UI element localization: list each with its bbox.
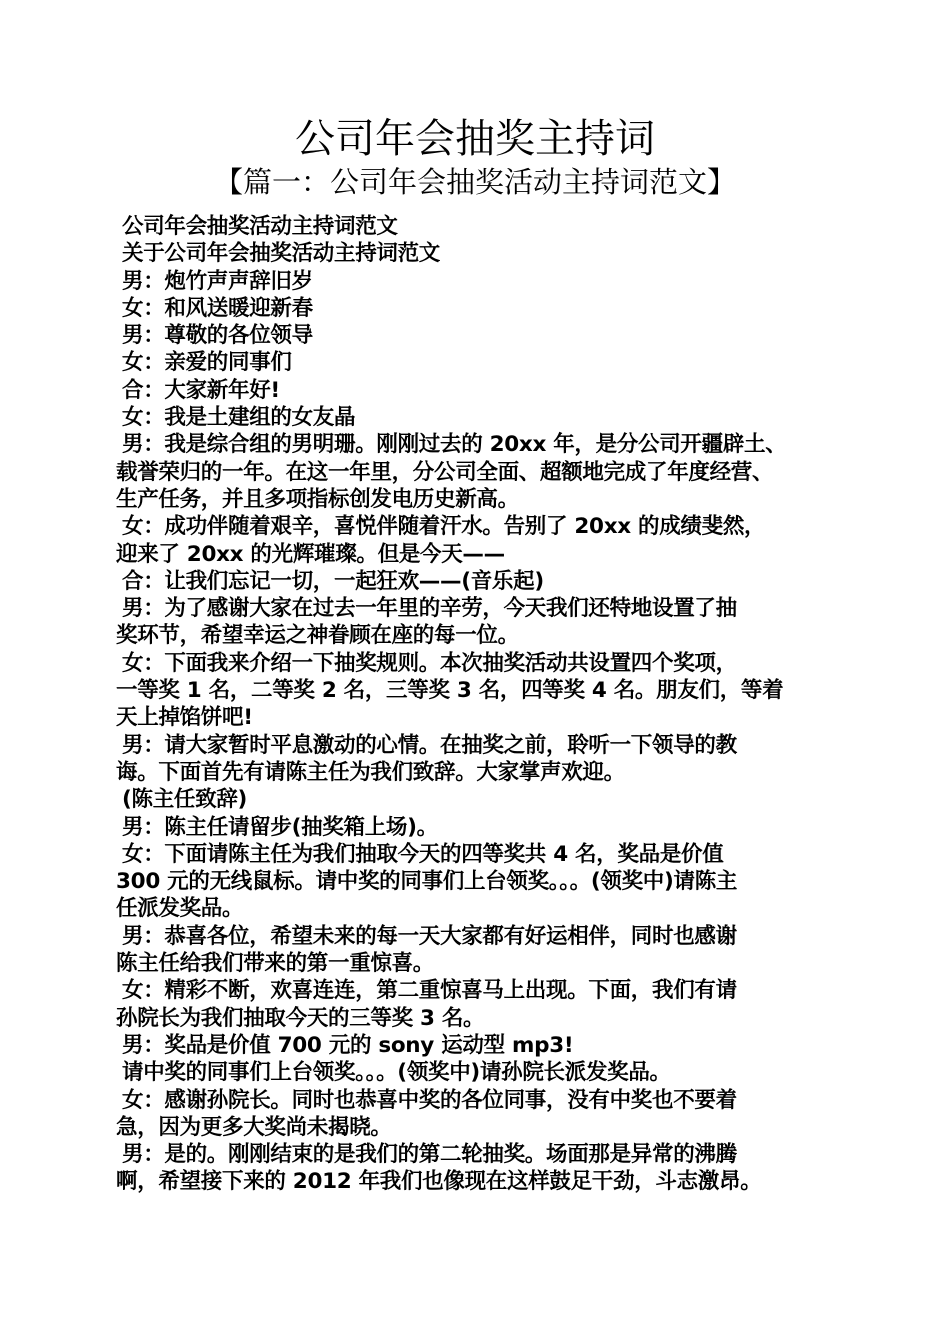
text-line: 合：大家新年好!	[122, 377, 280, 403]
text-line: 请中奖的同事们上台领奖。。。(领奖中)请孙院长派发奖品。	[122, 1060, 671, 1086]
text-line: 女：下面我来介绍一下抽奖规则。本次抽奖活动共设置四个奖项，	[122, 650, 737, 676]
text-line: 女：和风送暖迎新春	[122, 295, 313, 321]
text-line: 迎来了 20xx 的光辉璀璨。但是今天——	[116, 541, 505, 567]
text-line: 诲。下面首先有请陈主任为我们致辞。大家掌声欢迎。	[116, 759, 625, 785]
text-line: 急，因为更多大奖尚未揭晓。	[116, 1114, 392, 1140]
text-line: 300 元的无线鼠标。请中奖的同事们上台领奖。。。(领奖中)请陈主	[116, 869, 738, 895]
text-line: 女：亲爱的同事们	[122, 350, 292, 376]
text-line: 女：成功伴随着艰辛，喜悦伴随着汗水。告别了 20xx 的成绩斐然，	[122, 514, 766, 540]
text-line: 女：下面请陈主任为我们抽取今天的四等奖共 4 名，奖品是价值	[122, 841, 724, 867]
text-line: 一等奖 1 名，二等奖 2 名，三等奖 3 名，四等奖 4 名。朋友们，等着	[116, 678, 784, 704]
text-line: 男：尊敬的各位领导	[122, 323, 313, 349]
text-line: 男：请大家暂时平息激动的心情。在抽奖之前，聆听一下领导的教	[122, 732, 737, 758]
text-line: 女：精彩不断，欢喜连连，第二重惊喜马上出现。下面，我们有请	[122, 978, 737, 1004]
text-line: (陈主任致辞)	[122, 787, 248, 813]
document-subtitle: 【篇一：公司年会抽奖活动主持词范文】	[213, 165, 736, 199]
text-line: 女：我是土建组的女友晶	[122, 405, 356, 431]
text-line: 男：为了感谢大家在过去一年里的辛劳，今天我们还特地设置了抽	[122, 596, 737, 622]
document-body	[116, 213, 852, 1196]
text-line: 男：我是综合组的男明珊。刚刚过去的 20xx 年，是分公司开疆辟土、	[122, 432, 787, 458]
text-line: 合：让我们忘记一切，一起狂欢——(音乐起)	[122, 568, 544, 594]
text-line: 生产任务，并且多项指标创发电历史新高。	[116, 486, 519, 512]
text-line: 男：奖品是价值 700 元的 sony 运动型 mp3!	[122, 1032, 574, 1058]
text-line: 奖环节，希望幸运之神眷顾在座的每一位。	[116, 623, 519, 649]
text-line: 公司年会抽奖活动主持词范文	[122, 214, 398, 239]
text-line: 啊，希望接下来的 2012 年我们也像现在这样鼓足干劲，斗志激昂。	[116, 1169, 762, 1195]
text-line: 男：陈主任请留步(抽奖箱上场)。	[122, 814, 438, 840]
text-line: 陈主任给我们带来的第一重惊喜。	[116, 951, 435, 977]
text-line: 男：恭喜各位，希望未来的每一天大家都有好运相伴，同时也感谢	[122, 923, 737, 949]
text-line: 任派发奖品。	[116, 896, 244, 922]
text-line: 天上掉馅饼吧!	[116, 705, 253, 731]
text-line: 男：是的。刚刚结束的是我们的第二轮抽奖。场面那是异常的沸腾	[122, 1142, 737, 1168]
text-line: 载誉荣归的一年。在这一年里，分公司全面、超额地完成了年度经营、	[116, 459, 774, 485]
text-line: 男：炮竹声声辞旧岁	[122, 268, 313, 294]
text-line: 关于公司年会抽奖活动主持词范文	[122, 241, 441, 267]
text-line: 女：感谢孙院长。同时也恭喜中奖的各位同事，没有中奖也不要着	[122, 1087, 737, 1113]
document-title: 公司年会抽奖主持词	[295, 116, 655, 162]
text-line: 孙院长为我们抽取今天的三等奖 3 名。	[116, 1005, 485, 1031]
